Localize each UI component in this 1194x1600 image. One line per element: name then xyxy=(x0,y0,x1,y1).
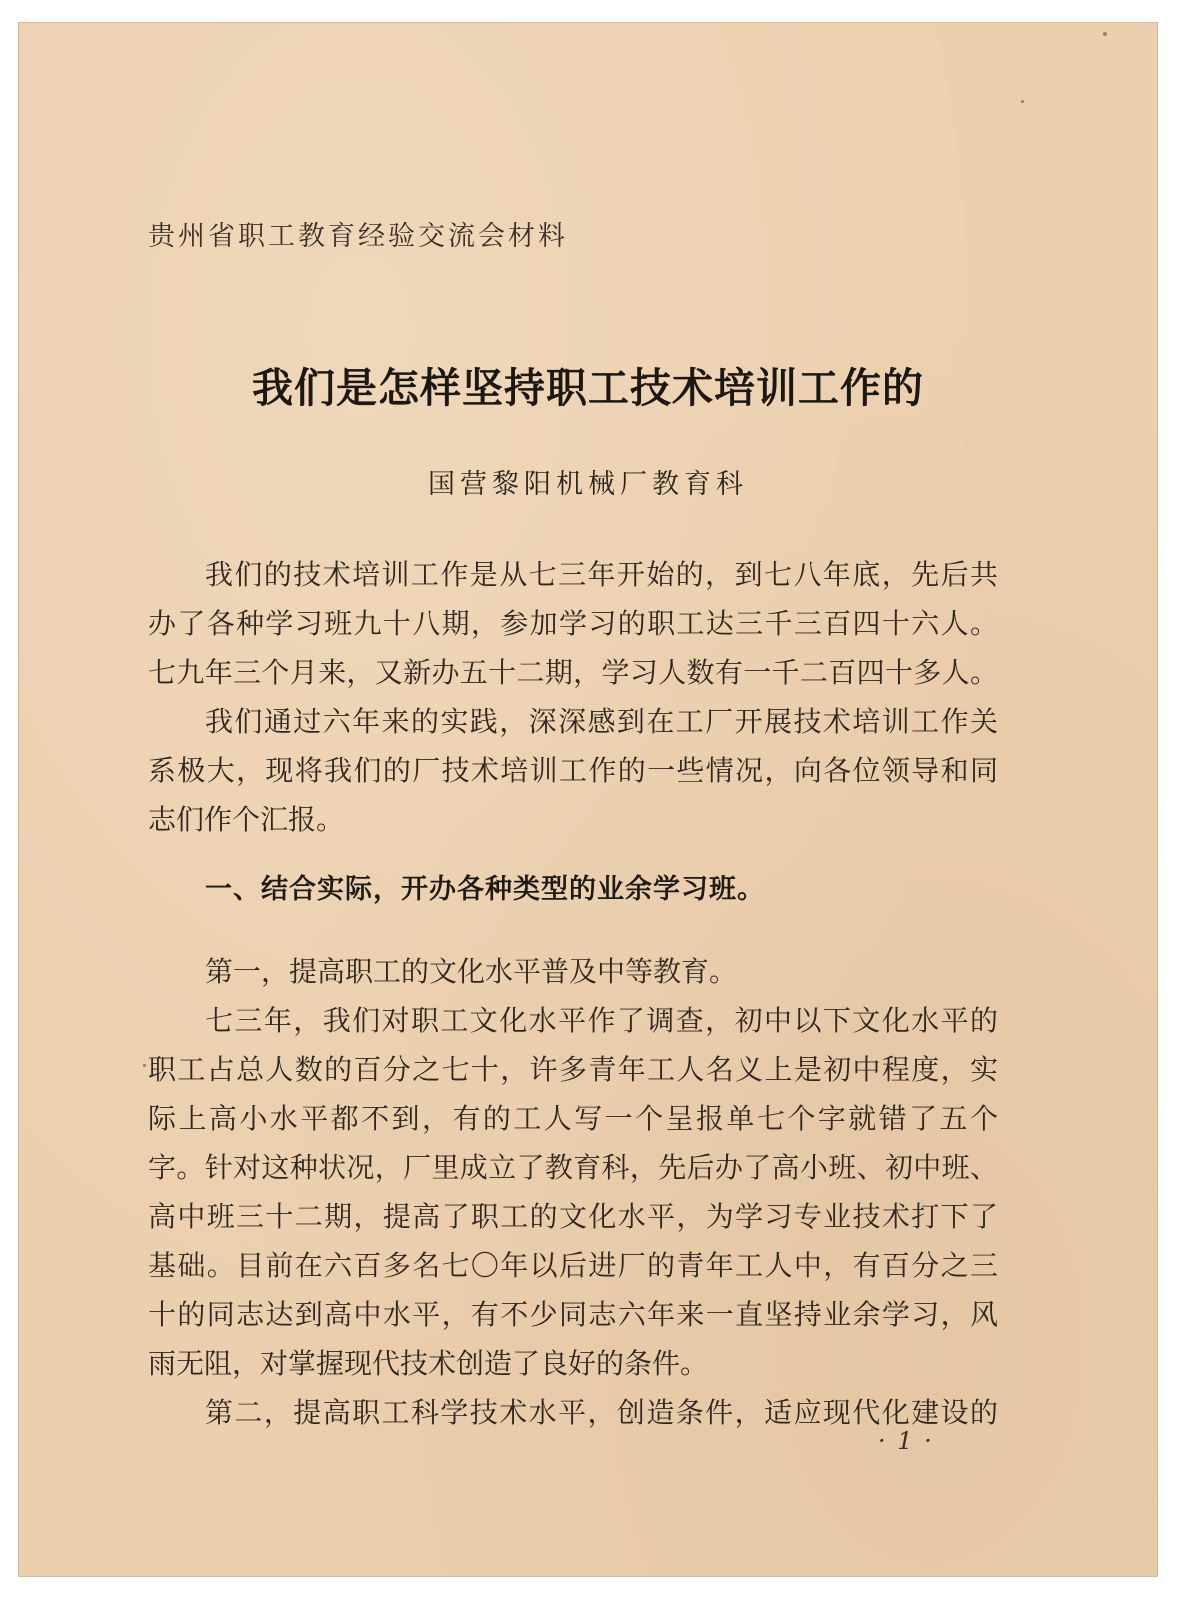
text-line: 职工占总人数的百分之七十，许多青年工人名义上是初中程度，实 xyxy=(148,1053,998,1086)
author-line: 国营黎阳机械厂教育科 xyxy=(428,469,748,500)
text-line: 十的同志达到高中水平，有不少同志六年来一直坚持业余学习，风 xyxy=(148,1298,998,1331)
text-line: 我们通过六年来的实践，深深感到在工厂开展技术培训工作关 xyxy=(205,705,998,738)
paper-speck xyxy=(1103,32,1107,36)
subsection-1-heading xyxy=(148,947,998,996)
paper-speck xyxy=(1021,100,1024,103)
document-page xyxy=(18,22,1158,1577)
intro-paragraph-2 xyxy=(148,697,998,844)
text-line: 志们作个汇报。 xyxy=(148,803,345,836)
text-line: 我们的技术培训工作是从七三年开始的，到七八年底，先后共 xyxy=(205,558,998,591)
text-line: 际上高小水平都不到，有的工人写一个呈报单七个字就错了五个 xyxy=(148,1102,998,1135)
text-line: 七九年三个月来，又新办五十二期，学习人数有一千二百四十多人。 xyxy=(148,656,998,689)
text-line: 第二，提高职工科学技术水平，创造条件，适应现代化建设的 xyxy=(205,1396,998,1429)
text-line: 办了各种学习班九十八期，参加学习的职工达三千三百四十六人。 xyxy=(148,607,998,640)
page-number: · 1 · xyxy=(878,1427,934,1455)
header-note: 贵州省职工教育经验交流会材料 xyxy=(148,221,568,252)
text-line: 高中班三十二期，提高了职工的文化水平，为学习专业技术打下了 xyxy=(148,1200,998,1233)
text-line: 基础。目前在六百多名七〇年以后进厂的青年工人中，有百分之三 xyxy=(148,1249,998,1282)
text-line: 第一，提高职工的文化水平普及中等教育。 xyxy=(205,955,738,988)
text-line: 系极大，现将我们的厂技术培训工作的一些情况，向各位领导和同 xyxy=(148,754,998,787)
subsection-2-heading xyxy=(148,1388,998,1437)
paper-speck xyxy=(143,1064,146,1067)
text-line: 七三年，我们对职工文化水平作了调查，初中以下文化水平的 xyxy=(205,1004,998,1037)
intro-paragraph-1 xyxy=(148,550,998,697)
section-heading: 一、结合实际，开办各种类型的业余学习班。 xyxy=(205,874,765,905)
page-title: 我们是怎样坚持职工技术培训工作的 xyxy=(252,364,924,412)
text-line: 雨无阻，对掌握现代技术创造了良好的条件。 xyxy=(148,1347,709,1380)
section-1-paragraph xyxy=(148,996,998,1388)
text-line: 字。针对这种状况，厂里成立了教育科，先后办了高小班、初中班、 xyxy=(148,1151,998,1184)
